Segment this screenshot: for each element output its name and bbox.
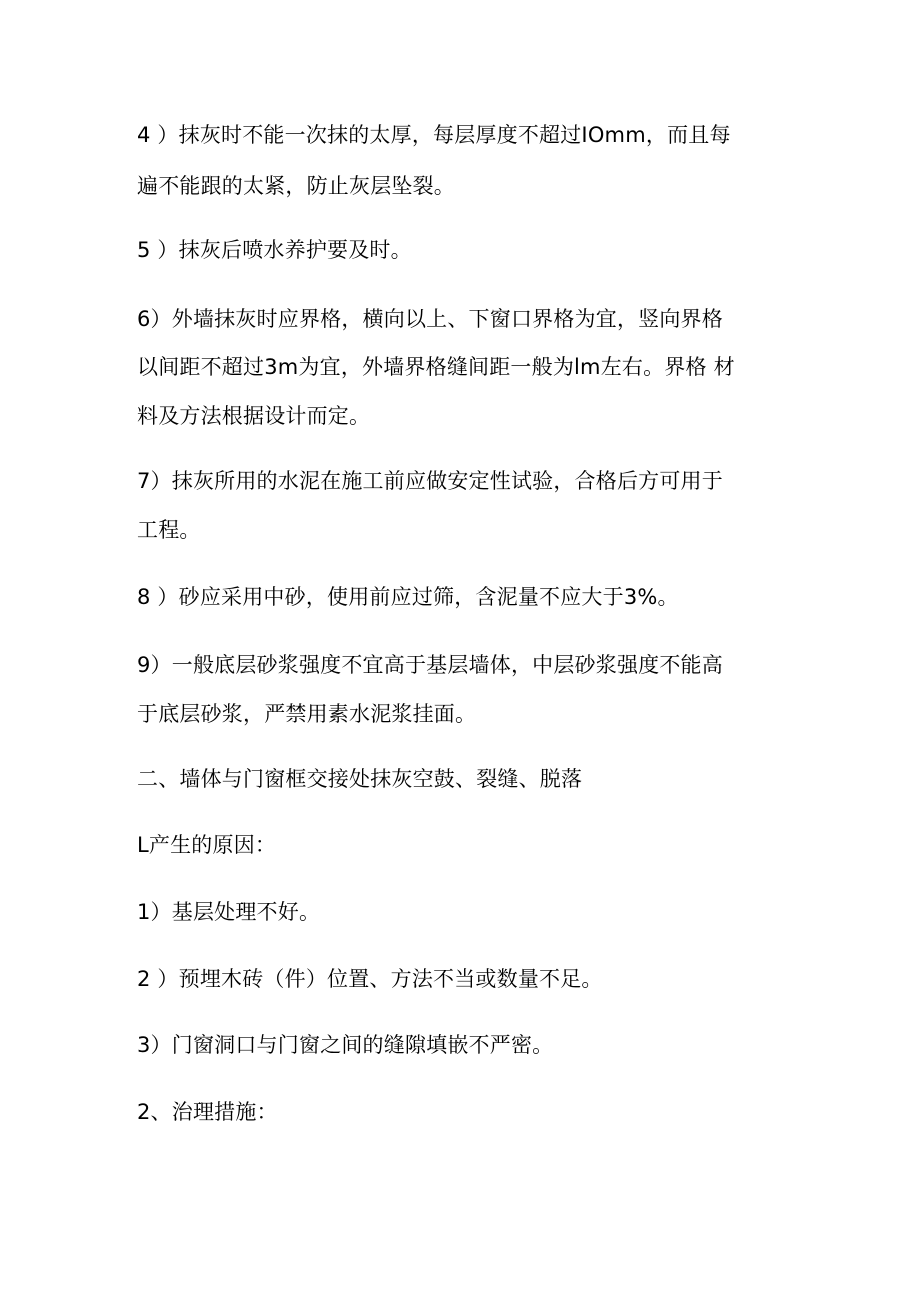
text-line-1: 4 ）抹灰时不能一次抹的太厚，每层厚度不超过IOmm，而且每 xyxy=(137,123,731,147)
text-line-4: 6）外墙抹灰时应界格，横向以上、下窗口界格为宜，竖向界格 xyxy=(137,307,723,331)
text-line-6: 料及方法根据设计而定。 xyxy=(137,404,371,428)
text-line-7: 7）抹灰所用的水泥在施工前应做安定性试验，合格后方可用于 xyxy=(137,469,723,493)
text-line-10: 9）一般底层砂浆强度不宜高于基层墙体，中层砂浆强度不能高 xyxy=(137,653,723,677)
text-line-11: 于底层砂浆，严禁用素水泥浆挂面。 xyxy=(137,702,477,726)
text-line-15: 2 ）预埋木砖（件）位置、方法不当或数量不足。 xyxy=(137,967,603,991)
text-line-16: 3）门窗洞口与门窗之间的缝隙填嵌不严密。 xyxy=(137,1033,554,1057)
text-line-3: 5 ）抹灰后喷水养护要及时。 xyxy=(137,238,412,262)
text-line-17: 2、治理措施： xyxy=(137,1100,278,1124)
section-heading: 二、墙体与门窗框交接处抹灰空鼓、裂缝、脱落 xyxy=(137,767,583,791)
text-line-8: 工程。 xyxy=(137,518,201,542)
text-line-5: 以间距不超过3m为宜，外墙界格缝间距一般为lm左右。界格 材 xyxy=(137,355,735,379)
text-line-13: L产生的原因： xyxy=(137,833,277,857)
text-line-9: 8 ）砂应采用中砂，使用前应过筛，含泥量不应大于3%。 xyxy=(137,585,679,609)
text-line-14: 1）基层处理不好。 xyxy=(137,900,321,924)
text-line-2: 遍不能跟的太紧，防止灰层坠裂。 xyxy=(137,174,455,198)
